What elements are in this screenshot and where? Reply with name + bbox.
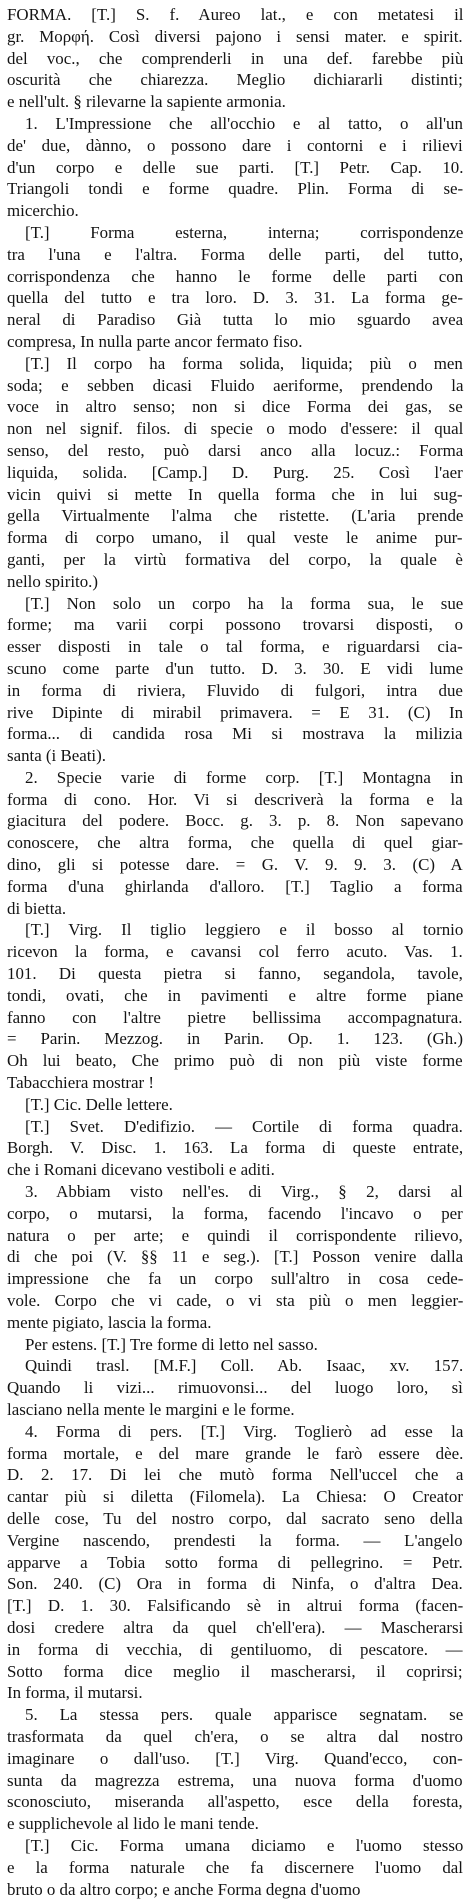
text-line: soda; e sebben dicasi Fluido aeriforme, prendendo la bbox=[7, 375, 464, 395]
text-line: sunta da magrezza estrema, una nuova forma d'uomo bbox=[7, 1770, 463, 1790]
text-line: Borgh. V. Disc. 1. 163. La forma di queste entrate, bbox=[7, 1138, 464, 1158]
text-line: d'un corpo e delle sue parti. [T.] Petr. Cap. 10. bbox=[7, 157, 464, 177]
text-line: 2. Specie varie di forme corp. [T.] Montagna in bbox=[25, 767, 464, 787]
text-line: 101. Di questa pietra si fanno, segandola, tavole, bbox=[7, 964, 463, 984]
text-line: = Parin. Mezzog. in Parin. Op. 1. 123. (Gh.) bbox=[7, 1029, 464, 1049]
text-line: D. 2. 17. Di lei che mutò forma Nell'uccel che a bbox=[7, 1465, 464, 1485]
text-line: mente pigiato, lascia la forma. bbox=[7, 1312, 212, 1332]
text-line: che i Romani dicevano vestiboli e aditi. bbox=[7, 1160, 275, 1180]
text-line: cantar più si diletta (Filomela). La Chiesa: O Creator bbox=[7, 1487, 463, 1507]
text-line: Quando li vizi... rimuovonsi... del luogo loro, sì bbox=[7, 1378, 463, 1398]
text-line: gr. Μορφή. Così diversi pajono i sensi mater. e spirit. bbox=[7, 26, 463, 46]
text-line: neral di Paradiso Già tutta lo mio sguardo avea bbox=[7, 310, 464, 330]
text-line: Quindi trasl. [M.F.] Coll. Ab. Isaac, xv. 157. bbox=[25, 1356, 464, 1376]
text-line: Sotto forma dice meglio il mascherarsi, il coprirsi; bbox=[7, 1661, 463, 1681]
text-line: Tabacchiera mostrar ! bbox=[7, 1073, 154, 1093]
text-line: tra l'una e l'altra. Forma delle parti, del tutto, bbox=[7, 244, 464, 264]
text-line: conoscere, che altra forma, che quella di quel giar- bbox=[7, 833, 463, 853]
text-line: [T.] D. 1. 30. Falsificando sè in altrui forma (facen- bbox=[7, 1596, 464, 1616]
text-line: forma mortale, e del mare grande le farò essere dèe. bbox=[7, 1443, 464, 1463]
text-line: non nel signif. filos. di specie o modo d'essere: il qual bbox=[7, 419, 464, 439]
text-line: e la forma naturale che fa discernere l'uomo dal bbox=[7, 1857, 463, 1877]
text-line: tondi, ovati, che in pavimenti e altre forme piane bbox=[7, 985, 464, 1005]
text-line: forma... di candida rosa Mi si mostrava la milizia bbox=[7, 724, 463, 744]
text-line: in forma di riviera, Fluvido di fulgori, intra due bbox=[7, 680, 463, 700]
text-line: sconosciuto, miseranda all'aspetto, esce della foresta, bbox=[7, 1792, 463, 1812]
text-line: Son. 240. (C) Ora in forma di Ninfa, o d'altra Dea. bbox=[7, 1574, 463, 1594]
text-line: santa (i Beati). bbox=[7, 746, 106, 766]
text-line: dino, gli si potesse dare. = G. V. 9. 9. 3. (C) A bbox=[7, 855, 463, 875]
text-line: quella del tutto e tra loro. D. 3. 31. La forma ge- bbox=[7, 288, 463, 308]
text-line: liquida, solida. [Camp.] D. Purg. 25. Così l'aer bbox=[7, 462, 463, 482]
text-line: fanno con l'altre pietre bellissima accompagnatura. bbox=[7, 1007, 463, 1027]
text-line: scuno come parte d'un tutto. D. 3. 30. E vidi lume bbox=[7, 658, 464, 678]
text-line: 1. L'Impressione che all'occhio e al tatto, o all'un bbox=[25, 113, 463, 133]
text-line: delle cose, Tu del nostro corpo, dal sacrato seno della bbox=[7, 1508, 463, 1528]
text-line: 4. Forma di pers. [T.] Virg. Toglierò ad esse la bbox=[25, 1421, 464, 1441]
text-line: de' due, dànno, o possono dare i contorni e i rilievi bbox=[7, 135, 463, 155]
text-line: trasformata da quel ch'era, o se altra dal nostro bbox=[7, 1726, 463, 1746]
text-line: Per estens. [T.] Tre forme di letto nel sasso. bbox=[25, 1334, 318, 1354]
text-line: micerchio. bbox=[7, 201, 79, 221]
text-line: FORMA. [T.] S. f. Aureo lat., e con metatesi il bbox=[7, 5, 464, 24]
text-line: oscurità che chiarezza. Meglio dichiararli distinti; bbox=[7, 70, 463, 90]
text-line: ganti, per la virtù formativa del corpo, la quale è bbox=[7, 549, 463, 569]
text-line: 5. La stessa pers. quale apparisce segnatam. se bbox=[25, 1705, 464, 1725]
text-line: [T.] Virg. Il tiglio leggiero e il bosso al tornio bbox=[25, 920, 464, 940]
text-line: di bietta. bbox=[7, 898, 67, 918]
text-line: forma di cono. Hor. Vi si descriverà la forma e la bbox=[7, 789, 463, 809]
text-line: del voc., che comprenderli in una def. farebbe più bbox=[7, 48, 464, 68]
text-line: [T.] Cic. Delle lettere. bbox=[25, 1094, 173, 1114]
text-line: voce in altro senso; non si dice Forma dei gas, se bbox=[7, 397, 463, 417]
text-line: e supplichevole al lido le mani tende. bbox=[7, 1814, 259, 1834]
text-line: [T.] Forma esterna, interna; corrispondenze bbox=[25, 222, 464, 242]
entry-forma bbox=[7, 4, 463, 1900]
text-line: [T.] Non solo un corpo ha la forma sua, le sue bbox=[25, 593, 464, 613]
text-line: nello spirito.) bbox=[7, 571, 99, 591]
text-line: giacitura del podere. Bocc. g. 3. p. 8. Non sapevano bbox=[7, 811, 464, 831]
text-line: senso, del resto, può darsi anco alla locuz.: Forma bbox=[7, 440, 464, 460]
text-line: forma d'una ghirlanda d'alloro. [T.] Taglio a forma bbox=[7, 876, 463, 896]
text-line: in forma di vecchia, di gentiluomo, di pescatore. — bbox=[7, 1639, 463, 1659]
text-line: apparve a Tobia sotto forma di pellegrino. = Petr. bbox=[7, 1552, 463, 1572]
text-line: natura o per arte; e quindi il corrispondente rilievo, bbox=[7, 1225, 463, 1245]
text-line: forme; ma varii corpi possono trovarsi disposti, o bbox=[7, 615, 464, 635]
text-line: dosi credere altra da quel ch'ell'era). — Mascherarsi bbox=[7, 1617, 464, 1637]
text-line: [T.] Cic. Forma umana diciamo e l'uomo stesso bbox=[25, 1835, 464, 1855]
text-line: lasciano nella mente le margini e le forme. bbox=[7, 1400, 295, 1419]
text-line: corrispondenza che hanno le forme delle parti con bbox=[7, 266, 464, 286]
text-line: Vergine nascendo, prendesti la forma. — L'angelo bbox=[7, 1530, 463, 1550]
text-line: corpo, o mutarsi, la forma, facendo l'incavo o per bbox=[7, 1203, 463, 1223]
text-line: vole. Corpo che vi cade, o vi sta più o men leggier- bbox=[7, 1291, 464, 1311]
text-line: rive Dipinte di mirabil primavera. = E 31. (C) In bbox=[7, 702, 464, 722]
text-line: 3. Abbiam visto nell'es. di Virg., § 2, darsi al bbox=[25, 1182, 463, 1202]
text-line: compresa, In nulla parte ancor fermato fiso. bbox=[7, 331, 303, 351]
text-line: [T.] Svet. D'edifizio. — Cortile di forma quadra. bbox=[25, 1116, 463, 1136]
text-line: esser disposti in tale o tal forma, e riguardarsi cia- bbox=[7, 637, 463, 657]
text-line: vicin quivi si mette In quella forma che in lui sug- bbox=[7, 484, 463, 504]
text-line: bruto o da altro corpo; e anche Forma degna d'uomo bbox=[7, 1879, 361, 1899]
text-line: di che poi (V. §§ 11 e seg.). [T.] Posson venire dalla bbox=[7, 1247, 464, 1267]
text-line: gella Virtualmente l'alma che ristette. (L'aria prende bbox=[7, 506, 464, 526]
text-line: In forma, il mutarsi. bbox=[7, 1683, 143, 1703]
text-line: Triangoli tondi e forme quadre. Plin. Forma di se- bbox=[7, 179, 464, 199]
text-line: Oh lui beato, Che primo può di non più viste forme bbox=[7, 1051, 463, 1071]
text-line: forma di corpo umano, il qual veste le anime pur- bbox=[7, 528, 463, 548]
text-line: e nell'ult. § rilevarne la sapiente armonia. bbox=[7, 92, 286, 112]
text-line: ricevon la forma, e cavansi col ferro acuto. Vas. 1. bbox=[7, 942, 463, 962]
text-line: [T.] Il corpo ha forma solida, liquida; più o men bbox=[25, 353, 463, 373]
text-line: impressione che fa un corpo sull'altro in cosa cede- bbox=[7, 1269, 464, 1289]
text-line: imaginare o dall'uso. [T.] Virg. Quand'ecco, con- bbox=[7, 1748, 463, 1768]
